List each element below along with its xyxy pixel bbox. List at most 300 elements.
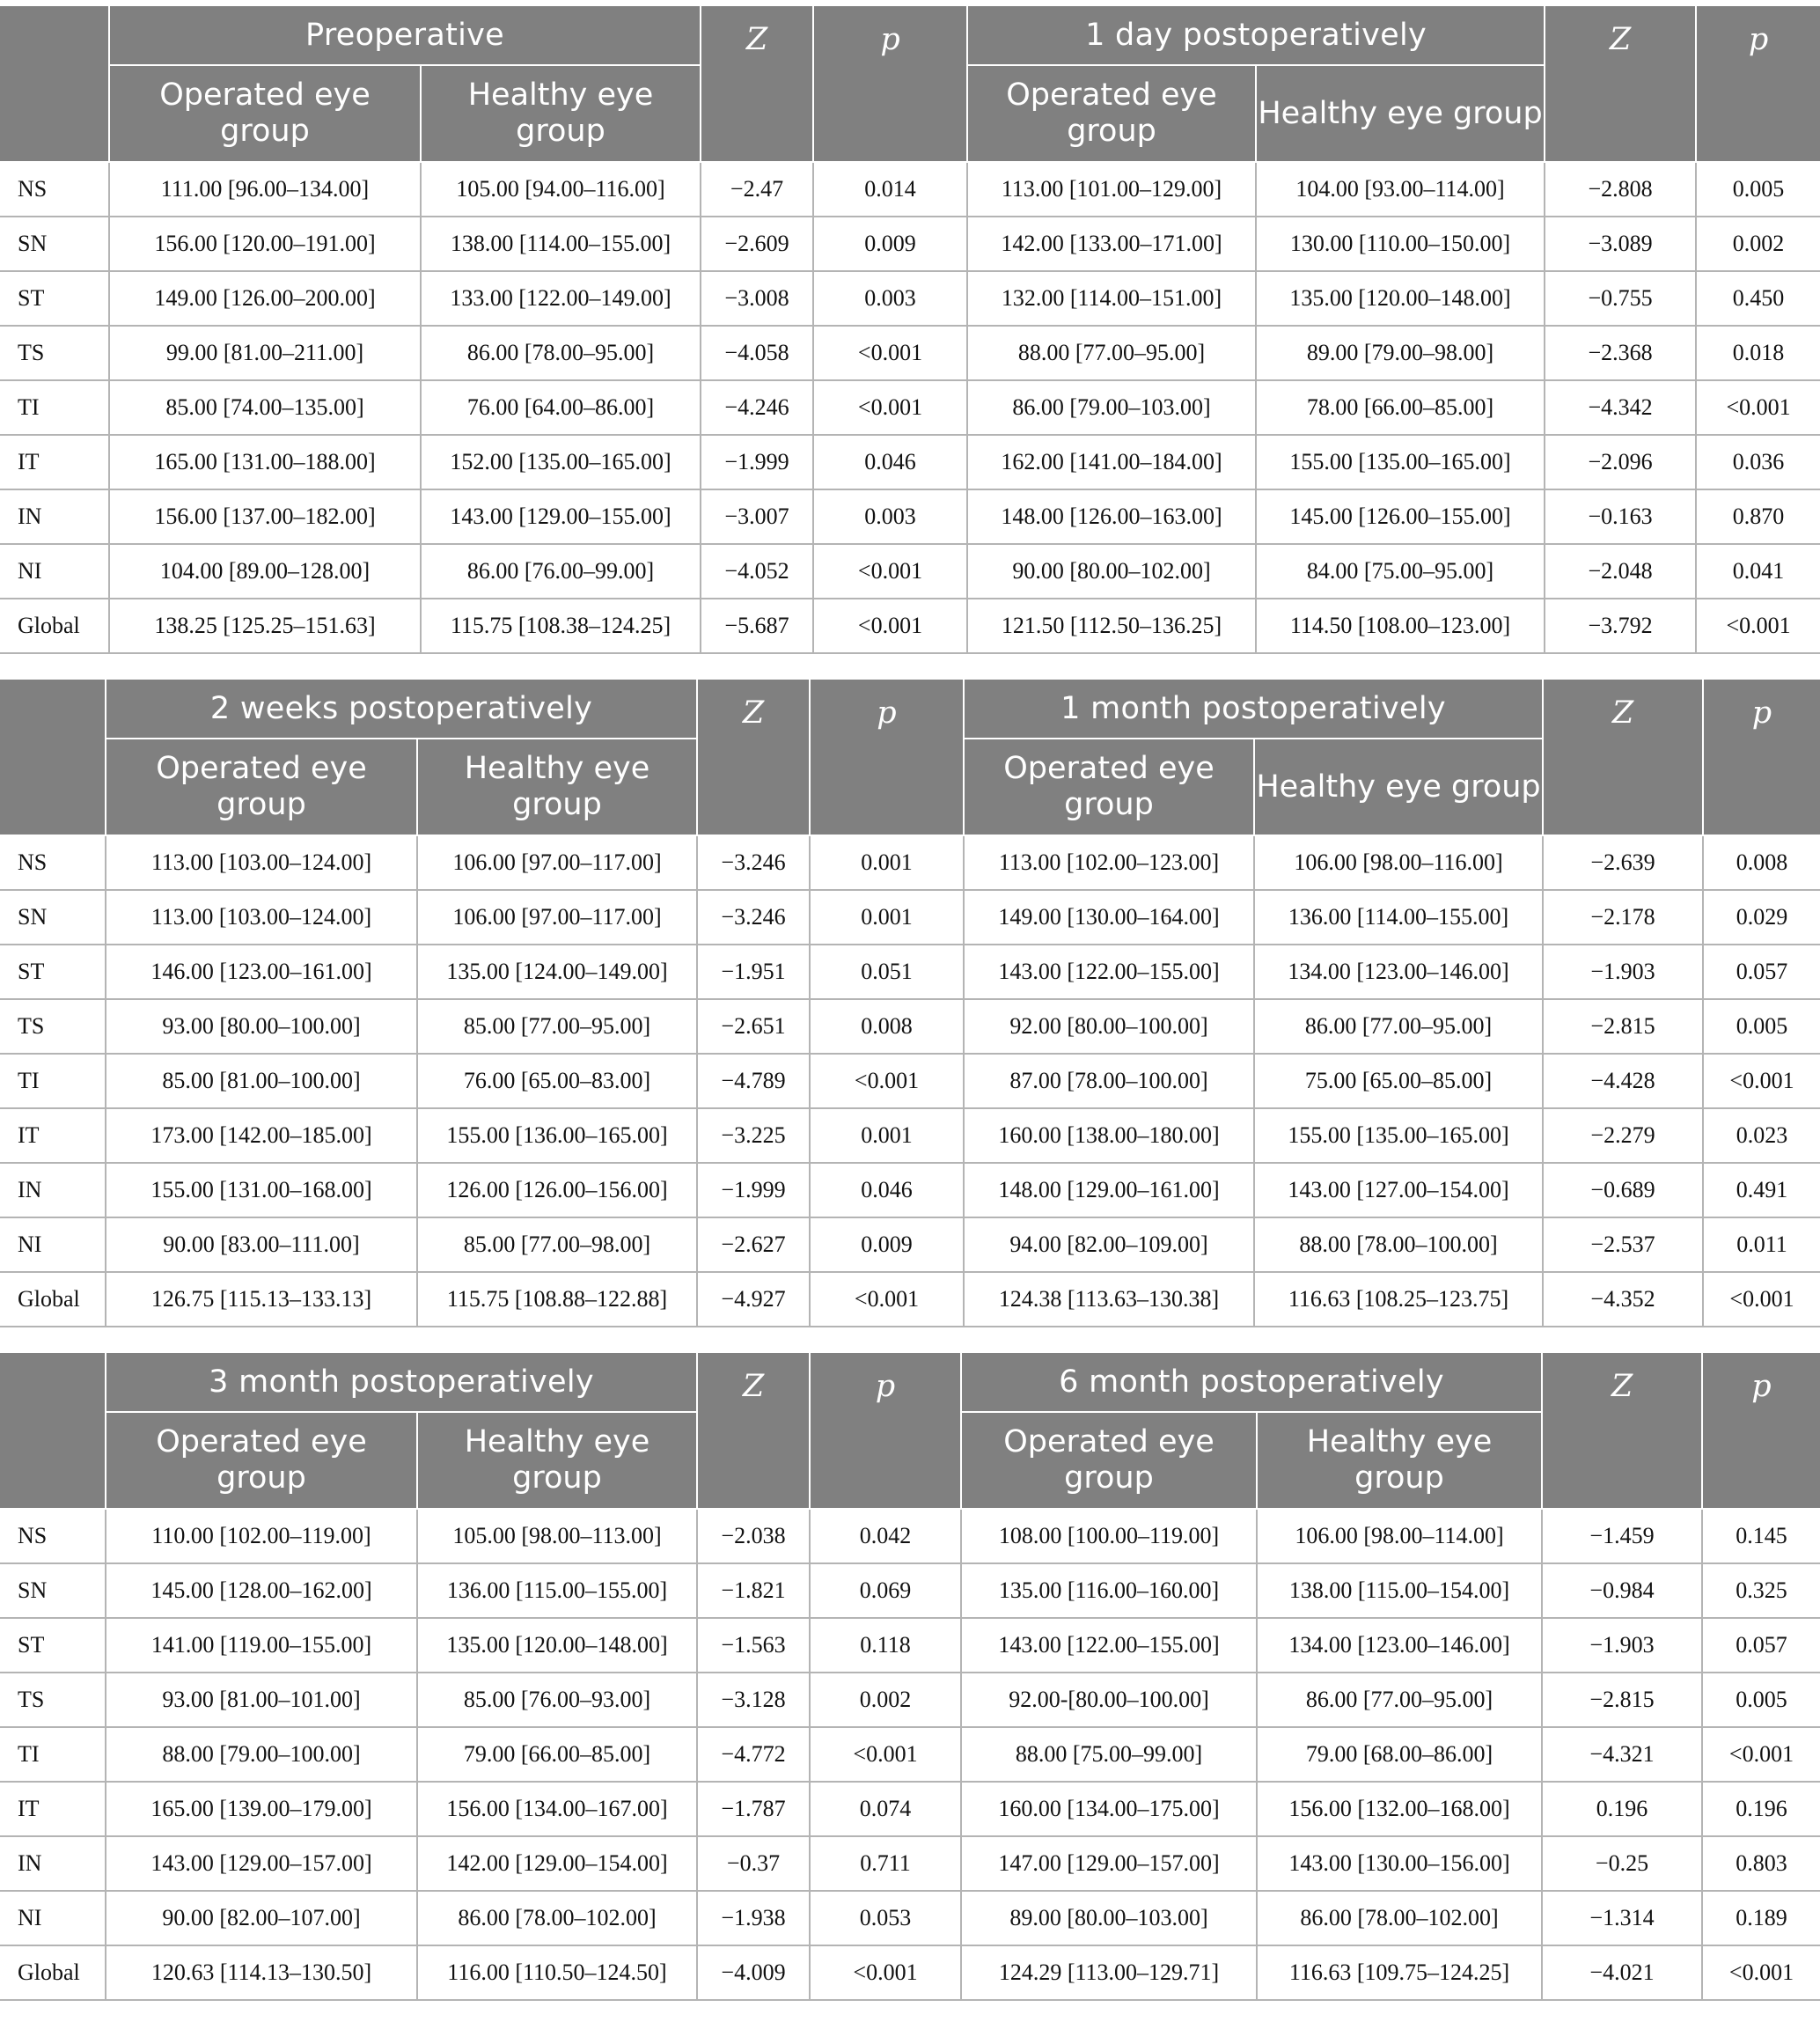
p-value: <0.001 [1702, 1727, 1820, 1782]
operated-eye-value: 88.00 [79.00–100.00] [106, 1727, 417, 1782]
operated-eye-value: 94.00 [82.00–109.00] [964, 1217, 1254, 1272]
table-row [0, 999, 1820, 1054]
p-value: <0.001 [810, 1054, 964, 1108]
corner-cell [0, 1353, 106, 1509]
p-value: 0.189 [1702, 1891, 1820, 1945]
healthy-eye-value: 105.00 [94.00–116.00] [421, 162, 701, 217]
healthy-eye-value: 86.00 [78.00–95.00] [421, 326, 701, 380]
p-value: <0.001 [813, 380, 967, 435]
p-value: 0.041 [1696, 544, 1820, 599]
operated-eye-value: 138.25 [125.25–151.63] [109, 599, 421, 653]
z-value: −4.058 [701, 326, 813, 380]
healthy-eye-value: 134.00 [123.00–146.00] [1257, 1618, 1542, 1673]
corner-cell [0, 680, 106, 835]
p-value: 0.057 [1703, 945, 1820, 999]
z-value: −0.37 [697, 1836, 810, 1891]
healthy-eye-value: 134.00 [123.00–146.00] [1254, 945, 1543, 999]
healthy-eye-value: 138.00 [114.00–155.00] [421, 217, 701, 271]
z-value: −1.903 [1542, 1618, 1702, 1673]
p-header: p [1696, 6, 1820, 162]
p-value: 0.046 [810, 1163, 964, 1217]
operated-eye-value: 143.00 [122.00–155.00] [964, 945, 1254, 999]
region-label: SN [0, 1563, 106, 1618]
table-row [0, 1836, 1820, 1891]
region-label: IT [0, 1782, 106, 1836]
region-label: IN [0, 489, 109, 544]
operated-eye-value: 149.00 [126.00–200.00] [109, 271, 421, 326]
table-row [0, 945, 1820, 999]
z-value: −2.178 [1543, 890, 1703, 945]
p-value: <0.001 [1696, 599, 1820, 653]
region-label: SN [0, 890, 106, 945]
region-label: NI [0, 544, 109, 599]
z-value: −3.246 [697, 835, 810, 890]
operated-eye-value: 113.00 [101.00–129.00] [967, 162, 1256, 217]
z-value: −1.999 [701, 435, 813, 489]
table-row [0, 1563, 1820, 1618]
region-label: SN [0, 217, 109, 271]
operated-eye-value: 90.00 [83.00–111.00] [106, 1217, 417, 1272]
healthy-eye-value: 156.00 [134.00–167.00] [417, 1782, 697, 1836]
z-value: −4.321 [1542, 1727, 1702, 1782]
healthy-eye-value: 86.00 [77.00–95.00] [1254, 999, 1543, 1054]
p-value: 0.003 [813, 489, 967, 544]
table-row [0, 380, 1820, 435]
z-value: −2.627 [697, 1217, 810, 1272]
z-value: −4.789 [697, 1054, 810, 1108]
operated-eye-header: Operated eye group [961, 1412, 1257, 1509]
operated-eye-value: 86.00 [79.00–103.00] [967, 380, 1256, 435]
p-value: 0.074 [810, 1782, 961, 1836]
operated-eye-value: 88.00 [77.00–95.00] [967, 326, 1256, 380]
region-label: TI [0, 1727, 106, 1782]
p-value: 0.009 [810, 1217, 964, 1272]
table-row [0, 162, 1820, 217]
operated-eye-value: 124.29 [113.00–129.71] [961, 1945, 1257, 2000]
p-value: 0.005 [1703, 999, 1820, 1054]
healthy-eye-value: 85.00 [77.00–95.00] [417, 999, 697, 1054]
table-row [0, 1272, 1820, 1327]
period-header-right: 6 month postoperatively [961, 1353, 1542, 1412]
z-value: −0.984 [1542, 1563, 1702, 1618]
p-value: 0.011 [1703, 1217, 1820, 1272]
p-value: <0.001 [1703, 1054, 1820, 1108]
operated-eye-value: 113.00 [103.00–124.00] [106, 890, 417, 945]
operated-eye-value: 165.00 [139.00–179.00] [106, 1782, 417, 1836]
p-header: p [1703, 680, 1820, 835]
p-value: 0.005 [1696, 162, 1820, 217]
healthy-eye-value: 86.00 [76.00–99.00] [421, 544, 701, 599]
healthy-eye-value: 116.63 [108.25–123.75] [1254, 1272, 1543, 1327]
healthy-eye-header: Healthy eye group [417, 739, 697, 835]
operated-eye-value: 160.00 [134.00–175.00] [961, 1782, 1257, 1836]
z-value: −4.772 [697, 1727, 810, 1782]
table-row [0, 890, 1820, 945]
healthy-eye-header: Healthy eye group [417, 1412, 697, 1509]
z-value: −2.038 [697, 1509, 810, 1563]
z-value: −1.999 [697, 1163, 810, 1217]
operated-eye-header: Operated eye group [106, 739, 417, 835]
z-value: −3.128 [697, 1673, 810, 1727]
period-header-left: 3 month postoperatively [106, 1353, 697, 1412]
p-value: <0.001 [813, 599, 967, 653]
table-panel-2 [0, 680, 1820, 1327]
p-value: 0.009 [813, 217, 967, 271]
healthy-eye-value: 116.63 [109.75–124.25] [1257, 1945, 1542, 2000]
p-value: 0.002 [1696, 217, 1820, 271]
operated-eye-value: 92.00-[80.00–100.00] [961, 1673, 1257, 1727]
p-value: 0.001 [810, 1108, 964, 1163]
p-value: 0.036 [1696, 435, 1820, 489]
z-value: −4.009 [697, 1945, 810, 2000]
operated-eye-value: 165.00 [131.00–188.00] [109, 435, 421, 489]
table-row [0, 1727, 1820, 1782]
table-row [0, 1217, 1820, 1272]
operated-eye-value: 135.00 [116.00–160.00] [961, 1563, 1257, 1618]
healthy-eye-value: 130.00 [110.00–150.00] [1256, 217, 1545, 271]
operated-eye-value: 141.00 [119.00–155.00] [106, 1618, 417, 1673]
region-label: NS [0, 162, 109, 217]
table-row [0, 835, 1820, 890]
table-row [0, 271, 1820, 326]
data-table [0, 6, 1820, 654]
z-value: −4.352 [1543, 1272, 1703, 1327]
operated-eye-value: 99.00 [81.00–211.00] [109, 326, 421, 380]
z-value: −4.342 [1545, 380, 1696, 435]
data-table [0, 1353, 1820, 2001]
healthy-eye-value: 79.00 [68.00–86.00] [1257, 1727, 1542, 1782]
table-row [0, 1618, 1820, 1673]
z-value: −3.225 [697, 1108, 810, 1163]
z-value: −3.792 [1545, 599, 1696, 653]
region-label: IT [0, 1108, 106, 1163]
operated-eye-value: 173.00 [142.00–185.00] [106, 1108, 417, 1163]
healthy-eye-value: 145.00 [126.00–155.00] [1256, 489, 1545, 544]
region-label: TI [0, 1054, 106, 1108]
z-value: −4.021 [1542, 1945, 1702, 2000]
operated-eye-value: 85.00 [74.00–135.00] [109, 380, 421, 435]
p-value: 0.046 [813, 435, 967, 489]
healthy-eye-value: 76.00 [65.00–83.00] [417, 1054, 697, 1108]
table-row [0, 1673, 1820, 1727]
table-row [0, 599, 1820, 653]
region-label: TS [0, 326, 109, 380]
table-row [0, 1782, 1820, 1836]
p-value: <0.001 [813, 326, 967, 380]
z-value: −2.639 [1543, 835, 1703, 890]
operated-eye-value: 108.00 [100.00–119.00] [961, 1509, 1257, 1563]
p-value: 0.325 [1702, 1563, 1820, 1618]
p-value: 0.018 [1696, 326, 1820, 380]
p-value: <0.001 [1703, 1272, 1820, 1327]
operated-eye-value: 87.00 [78.00–100.00] [964, 1054, 1254, 1108]
p-value: 0.870 [1696, 489, 1820, 544]
region-label: NI [0, 1217, 106, 1272]
z-value: −2.279 [1543, 1108, 1703, 1163]
healthy-eye-value: 155.00 [136.00–165.00] [417, 1108, 697, 1163]
z-value: −0.25 [1542, 1836, 1702, 1891]
healthy-eye-value: 106.00 [98.00–114.00] [1257, 1509, 1542, 1563]
healthy-eye-value: 104.00 [93.00–114.00] [1256, 162, 1545, 217]
healthy-eye-value: 135.00 [120.00–148.00] [417, 1618, 697, 1673]
table-row [0, 326, 1820, 380]
region-label: Global [0, 1272, 106, 1327]
z-value: −2.048 [1545, 544, 1696, 599]
z-value: −2.651 [697, 999, 810, 1054]
z-header: Z [697, 1353, 810, 1509]
z-value: −2.47 [701, 162, 813, 217]
operated-eye-value: 113.00 [103.00–124.00] [106, 835, 417, 890]
z-value: −1.951 [697, 945, 810, 999]
operated-eye-value: 147.00 [129.00–157.00] [961, 1836, 1257, 1891]
period-header-left: 2 weeks postoperatively [106, 680, 697, 739]
healthy-eye-value: 86.00 [78.00–102.00] [1257, 1891, 1542, 1945]
p-value: 0.711 [810, 1836, 961, 1891]
healthy-eye-value: 115.75 [108.88–122.88] [417, 1272, 697, 1327]
table-row [0, 1054, 1820, 1108]
operated-eye-value: 160.00 [138.00–180.00] [964, 1108, 1254, 1163]
z-value: −1.459 [1542, 1509, 1702, 1563]
healthy-eye-value: 136.00 [115.00–155.00] [417, 1563, 697, 1618]
operated-eye-value: 93.00 [80.00–100.00] [106, 999, 417, 1054]
operated-eye-value: 120.63 [114.13–130.50] [106, 1945, 417, 2000]
period-header-right: 1 day postoperatively [967, 6, 1545, 65]
operated-eye-value: 121.50 [112.50–136.25] [967, 599, 1256, 653]
table-panel-1 [0, 6, 1820, 654]
p-value: 0.005 [1702, 1673, 1820, 1727]
period-header-right: 1 month postoperatively [964, 680, 1543, 739]
operated-eye-header: Operated eye group [109, 65, 421, 162]
operated-eye-value: 111.00 [96.00–134.00] [109, 162, 421, 217]
operated-eye-value: 90.00 [80.00–102.00] [967, 544, 1256, 599]
healthy-eye-value: 88.00 [78.00–100.00] [1254, 1217, 1543, 1272]
operated-eye-value: 126.75 [115.13–133.13] [106, 1272, 417, 1327]
table-row [0, 1509, 1820, 1563]
z-value: −3.089 [1545, 217, 1696, 271]
healthy-eye-value: 133.00 [122.00–149.00] [421, 271, 701, 326]
region-label: NI [0, 1891, 106, 1945]
region-label: Global [0, 1945, 106, 2000]
healthy-eye-value: 114.50 [108.00–123.00] [1256, 599, 1545, 653]
p-value: <0.001 [1696, 380, 1820, 435]
operated-eye-value: 162.00 [141.00–184.00] [967, 435, 1256, 489]
z-value: −5.687 [701, 599, 813, 653]
table-row [0, 489, 1820, 544]
healthy-eye-value: 105.00 [98.00–113.00] [417, 1509, 697, 1563]
healthy-eye-value: 89.00 [79.00–98.00] [1256, 326, 1545, 380]
z-header: Z [1545, 6, 1696, 162]
operated-eye-value: 132.00 [114.00–151.00] [967, 271, 1256, 326]
z-header: Z [697, 680, 810, 835]
data-table [0, 680, 1820, 1327]
p-value: 0.023 [1703, 1108, 1820, 1163]
healthy-eye-value: 79.00 [66.00–85.00] [417, 1727, 697, 1782]
healthy-eye-value: 135.00 [120.00–148.00] [1256, 271, 1545, 326]
p-header: p [813, 6, 967, 162]
z-value: −2.808 [1545, 162, 1696, 217]
table-row [0, 217, 1820, 271]
p-value: <0.001 [810, 1945, 961, 2000]
z-value: −0.755 [1545, 271, 1696, 326]
healthy-eye-value: 85.00 [76.00–93.00] [417, 1673, 697, 1727]
p-value: <0.001 [1702, 1945, 1820, 2000]
table-row [0, 1945, 1820, 2000]
operated-eye-value: 155.00 [131.00–168.00] [106, 1163, 417, 1217]
z-value: −0.163 [1545, 489, 1696, 544]
healthy-eye-value: 156.00 [132.00–168.00] [1257, 1782, 1542, 1836]
p-value: 0.001 [810, 890, 964, 945]
p-value: <0.001 [810, 1272, 964, 1327]
p-value: 0.042 [810, 1509, 961, 1563]
p-header: p [810, 680, 964, 835]
healthy-eye-header: Healthy eye group [1254, 739, 1543, 835]
healthy-eye-value: 143.00 [130.00–156.00] [1257, 1836, 1542, 1891]
operated-eye-value: 149.00 [130.00–164.00] [964, 890, 1254, 945]
z-value: −2.815 [1543, 999, 1703, 1054]
operated-eye-value: 148.00 [129.00–161.00] [964, 1163, 1254, 1217]
operated-eye-value: 93.00 [81.00–101.00] [106, 1673, 417, 1727]
p-value: <0.001 [810, 1727, 961, 1782]
p-header: p [810, 1353, 961, 1509]
operated-eye-header: Operated eye group [106, 1412, 417, 1509]
operated-eye-value: 104.00 [89.00–128.00] [109, 544, 421, 599]
p-value: 0.803 [1702, 1836, 1820, 1891]
z-value: −1.938 [697, 1891, 810, 1945]
healthy-eye-value: 143.00 [127.00–154.00] [1254, 1163, 1543, 1217]
region-label: ST [0, 945, 106, 999]
operated-eye-header: Operated eye group [967, 65, 1256, 162]
healthy-eye-value: 85.00 [77.00–98.00] [417, 1217, 697, 1272]
healthy-eye-value: 142.00 [129.00–154.00] [417, 1836, 697, 1891]
operated-eye-value: 90.00 [82.00–107.00] [106, 1891, 417, 1945]
p-value: <0.001 [813, 544, 967, 599]
region-label: ST [0, 1618, 106, 1673]
p-value: 0.001 [810, 835, 964, 890]
operated-eye-value: 143.00 [129.00–157.00] [106, 1836, 417, 1891]
z-value: −2.096 [1545, 435, 1696, 489]
z-header: Z [1543, 680, 1703, 835]
z-value: 0.196 [1542, 1782, 1702, 1836]
corner-cell [0, 6, 109, 162]
operated-eye-value: 88.00 [75.00–99.00] [961, 1727, 1257, 1782]
region-label: ST [0, 271, 109, 326]
table-row [0, 1891, 1820, 1945]
healthy-eye-value: 138.00 [115.00–154.00] [1257, 1563, 1542, 1618]
operated-eye-value: 124.38 [113.63–130.38] [964, 1272, 1254, 1327]
z-value: −4.052 [701, 544, 813, 599]
region-label: TS [0, 999, 106, 1054]
p-value: 0.118 [810, 1618, 961, 1673]
healthy-eye-value: 143.00 [129.00–155.00] [421, 489, 701, 544]
z-value: −3.007 [701, 489, 813, 544]
table-row [0, 435, 1820, 489]
p-value: 0.029 [1703, 890, 1820, 945]
healthy-eye-value: 106.00 [98.00–116.00] [1254, 835, 1543, 890]
region-label: NS [0, 1509, 106, 1563]
region-label: IN [0, 1836, 106, 1891]
healthy-eye-value: 136.00 [114.00–155.00] [1254, 890, 1543, 945]
operated-eye-value: 89.00 [80.00–103.00] [961, 1891, 1257, 1945]
healthy-eye-value: 84.00 [75.00–95.00] [1256, 544, 1545, 599]
region-label: TS [0, 1673, 106, 1727]
table-panel-3 [0, 1353, 1820, 2001]
p-value: 0.057 [1702, 1618, 1820, 1673]
p-value: 0.014 [813, 162, 967, 217]
p-value: 0.053 [810, 1891, 961, 1945]
healthy-eye-header: Healthy eye group [1257, 1412, 1542, 1509]
p-value: 0.491 [1703, 1163, 1820, 1217]
region-label: IN [0, 1163, 106, 1217]
p-value: 0.450 [1696, 271, 1820, 326]
healthy-eye-value: 126.00 [126.00–156.00] [417, 1163, 697, 1217]
z-value: −3.008 [701, 271, 813, 326]
z-value: −1.821 [697, 1563, 810, 1618]
healthy-eye-value: 115.75 [108.38–124.25] [421, 599, 701, 653]
operated-eye-value: 156.00 [137.00–182.00] [109, 489, 421, 544]
p-value: 0.196 [1702, 1782, 1820, 1836]
region-label: NS [0, 835, 106, 890]
z-value: −1.787 [697, 1782, 810, 1836]
z-value: −2.609 [701, 217, 813, 271]
operated-eye-value: 92.00 [80.00–100.00] [964, 999, 1254, 1054]
z-header: Z [701, 6, 813, 162]
z-value: −4.246 [701, 380, 813, 435]
healthy-eye-value: 75.00 [65.00–85.00] [1254, 1054, 1543, 1108]
z-value: −1.563 [697, 1618, 810, 1673]
z-value: −4.927 [697, 1272, 810, 1327]
healthy-eye-value: 86.00 [78.00–102.00] [417, 1891, 697, 1945]
table-row [0, 544, 1820, 599]
z-value: −1.314 [1542, 1891, 1702, 1945]
period-header-left: Preoperative [109, 6, 701, 65]
operated-eye-value: 148.00 [126.00–163.00] [967, 489, 1256, 544]
healthy-eye-value: 155.00 [135.00–165.00] [1254, 1108, 1543, 1163]
region-label: Global [0, 599, 109, 653]
z-value: −1.903 [1543, 945, 1703, 999]
p-value: 0.002 [810, 1673, 961, 1727]
healthy-eye-value: 76.00 [64.00–86.00] [421, 380, 701, 435]
z-value: −4.428 [1543, 1054, 1703, 1108]
p-value: 0.051 [810, 945, 964, 999]
z-value: −2.537 [1543, 1217, 1703, 1272]
operated-eye-value: 142.00 [133.00–171.00] [967, 217, 1256, 271]
z-value: −2.815 [1542, 1673, 1702, 1727]
healthy-eye-value: 155.00 [135.00–165.00] [1256, 435, 1545, 489]
healthy-eye-value: 78.00 [66.00–85.00] [1256, 380, 1545, 435]
region-label: TI [0, 380, 109, 435]
z-value: −2.368 [1545, 326, 1696, 380]
p-value: 0.008 [810, 999, 964, 1054]
z-value: −0.689 [1543, 1163, 1703, 1217]
healthy-eye-header: Healthy eye group [1256, 65, 1545, 162]
healthy-eye-value: 106.00 [97.00–117.00] [417, 890, 697, 945]
healthy-eye-value: 106.00 [97.00–117.00] [417, 835, 697, 890]
healthy-eye-value: 152.00 [135.00–165.00] [421, 435, 701, 489]
operated-eye-value: 113.00 [102.00–123.00] [964, 835, 1254, 890]
p-value: 0.003 [813, 271, 967, 326]
operated-eye-value: 145.00 [128.00–162.00] [106, 1563, 417, 1618]
healthy-eye-value: 135.00 [124.00–149.00] [417, 945, 697, 999]
table-row [0, 1163, 1820, 1217]
operated-eye-value: 143.00 [122.00–155.00] [961, 1618, 1257, 1673]
operated-eye-value: 146.00 [123.00–161.00] [106, 945, 417, 999]
operated-eye-value: 156.00 [120.00–191.00] [109, 217, 421, 271]
healthy-eye-header: Healthy eye group [421, 65, 701, 162]
table-row [0, 1108, 1820, 1163]
p-value: 0.145 [1702, 1509, 1820, 1563]
operated-eye-header: Operated eye group [964, 739, 1254, 835]
z-header: Z [1542, 1353, 1702, 1509]
